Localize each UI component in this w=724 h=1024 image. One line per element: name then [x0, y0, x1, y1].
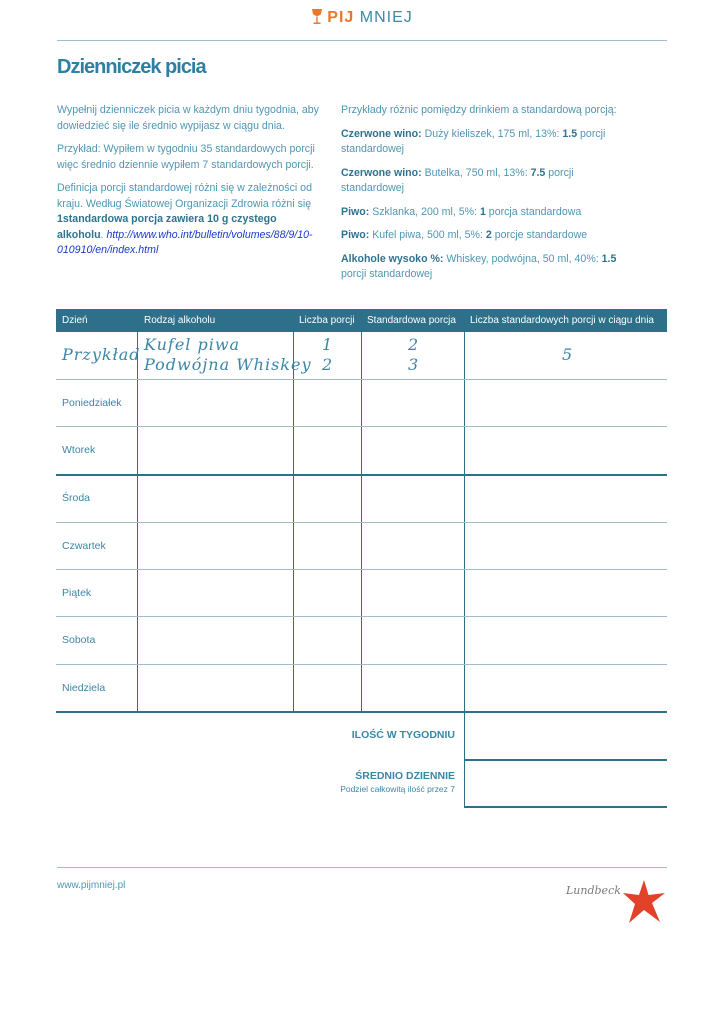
example-item: Alkohole wysoko %: Whiskey, podwójna, 50 ml, 40%: 1.5 porcji standardowej — [341, 252, 617, 280]
examples-lead: Przykłady różnic pomiędzy drinkiem a standardową porcją: — [341, 104, 617, 116]
website-link[interactable]: www.pijmniej.pl — [57, 880, 126, 891]
header-daily-total: Liczba standardowych porcji w ciągu dnia — [470, 315, 654, 326]
page-title: Dzienniczek picia — [57, 56, 206, 78]
header-standard-portion: Standardowa porcja — [367, 315, 456, 326]
example-std-1: 2 — [408, 335, 419, 354]
example-total: 5 — [562, 345, 573, 364]
logo-word-mniej: MNIEJ — [359, 9, 413, 26]
intro-paragraph: Przykład: Wypiłem w tygodniu 35 standardowych porcji więc średnio dziennie wypiłem 7 standardowych porcji. — [57, 143, 315, 171]
example-drink-2: Podwójna Whiskey — [144, 355, 312, 374]
who-link[interactable]: http://www.who.int/bulletin/volumes/88/9/10-010910/en/index.html — [57, 228, 313, 256]
footer-divider — [57, 867, 667, 868]
daily-average-label: ŚREDNIO DZIENNIE — [355, 770, 455, 782]
example-count-1: 1 — [322, 335, 333, 354]
lundbeck-logo: Lundbeck — [566, 884, 621, 897]
weekly-total-label: ILOŚĆ W TYGODNIU — [351, 729, 455, 741]
example-item: Piwo: Szklanka, 200 ml, 5%: 1 porcja standardowa — [341, 205, 582, 218]
day-saturday: Sobota — [62, 634, 96, 646]
day-sunday: Niedziela — [62, 682, 106, 694]
intro-paragraph-definition: Definicja porcji standardowej różni się w zależności od kraju. Według Światowej Organizacji Zdrowia różni się 1standardowa porcja zawiera 10 g czystego alkoholu. http://www.who.int/bulletin/volumes/88/9/10-010910/en/index.html — [57, 182, 313, 256]
logo-word-pij: PIJ — [327, 9, 355, 26]
intro-paragraph: Wypełnij dzienniczek picia w każdym dniu tygodnia, aby dowiedzieć się ile średnio wypijasz w ciągu dnia. — [57, 104, 319, 132]
example-drink-1: Kufel piwa — [144, 335, 241, 354]
header-divider — [57, 40, 667, 41]
example-item: Czerwone wino: Duży kieliszek, 175 ml, 13%: 1.5 porcji standardowej — [341, 127, 606, 155]
day-friday: Piątek — [62, 587, 92, 599]
definition-text: Definicja porcji standardowej różni się w zależności od kraju. Według Światowej Organizacji Zdrowia różni się — [57, 182, 312, 210]
intro-left — [57, 103, 325, 267]
table-header — [56, 309, 667, 332]
header-alcohol-type: Rodzaj alkoholu — [144, 315, 216, 326]
header-portion-count: Liczba porcji — [299, 315, 355, 326]
star-icon — [620, 878, 668, 931]
day-monday: Poniedziałek — [62, 397, 122, 409]
header-day: Dzień — [62, 315, 88, 326]
definition-bold: 1standardowa porcja zawiera 10 g czystego alkoholu — [57, 213, 277, 241]
example-label: Przykład — [62, 345, 141, 364]
wine-glass-icon — [311, 8, 323, 30]
day-thursday: Czwartek — [62, 540, 106, 552]
day-tuesday: Wtorek — [62, 444, 96, 456]
example-count-2: 2 — [322, 355, 333, 374]
day-wednesday: Środa — [62, 492, 91, 504]
intro-right — [341, 103, 631, 291]
daily-average-hint: Podziel całkowitą ilość przez 7 — [340, 784, 455, 794]
example-item: Piwo: Kufel piwa, 500 ml, 5%: 2 porcje standardowe — [341, 229, 588, 241]
logo — [0, 8, 724, 30]
example-std-2: 3 — [408, 355, 419, 374]
example-item: Czerwone wino: Butelka, 750 ml, 13%: 7.5 porcji standardowej — [341, 166, 574, 194]
